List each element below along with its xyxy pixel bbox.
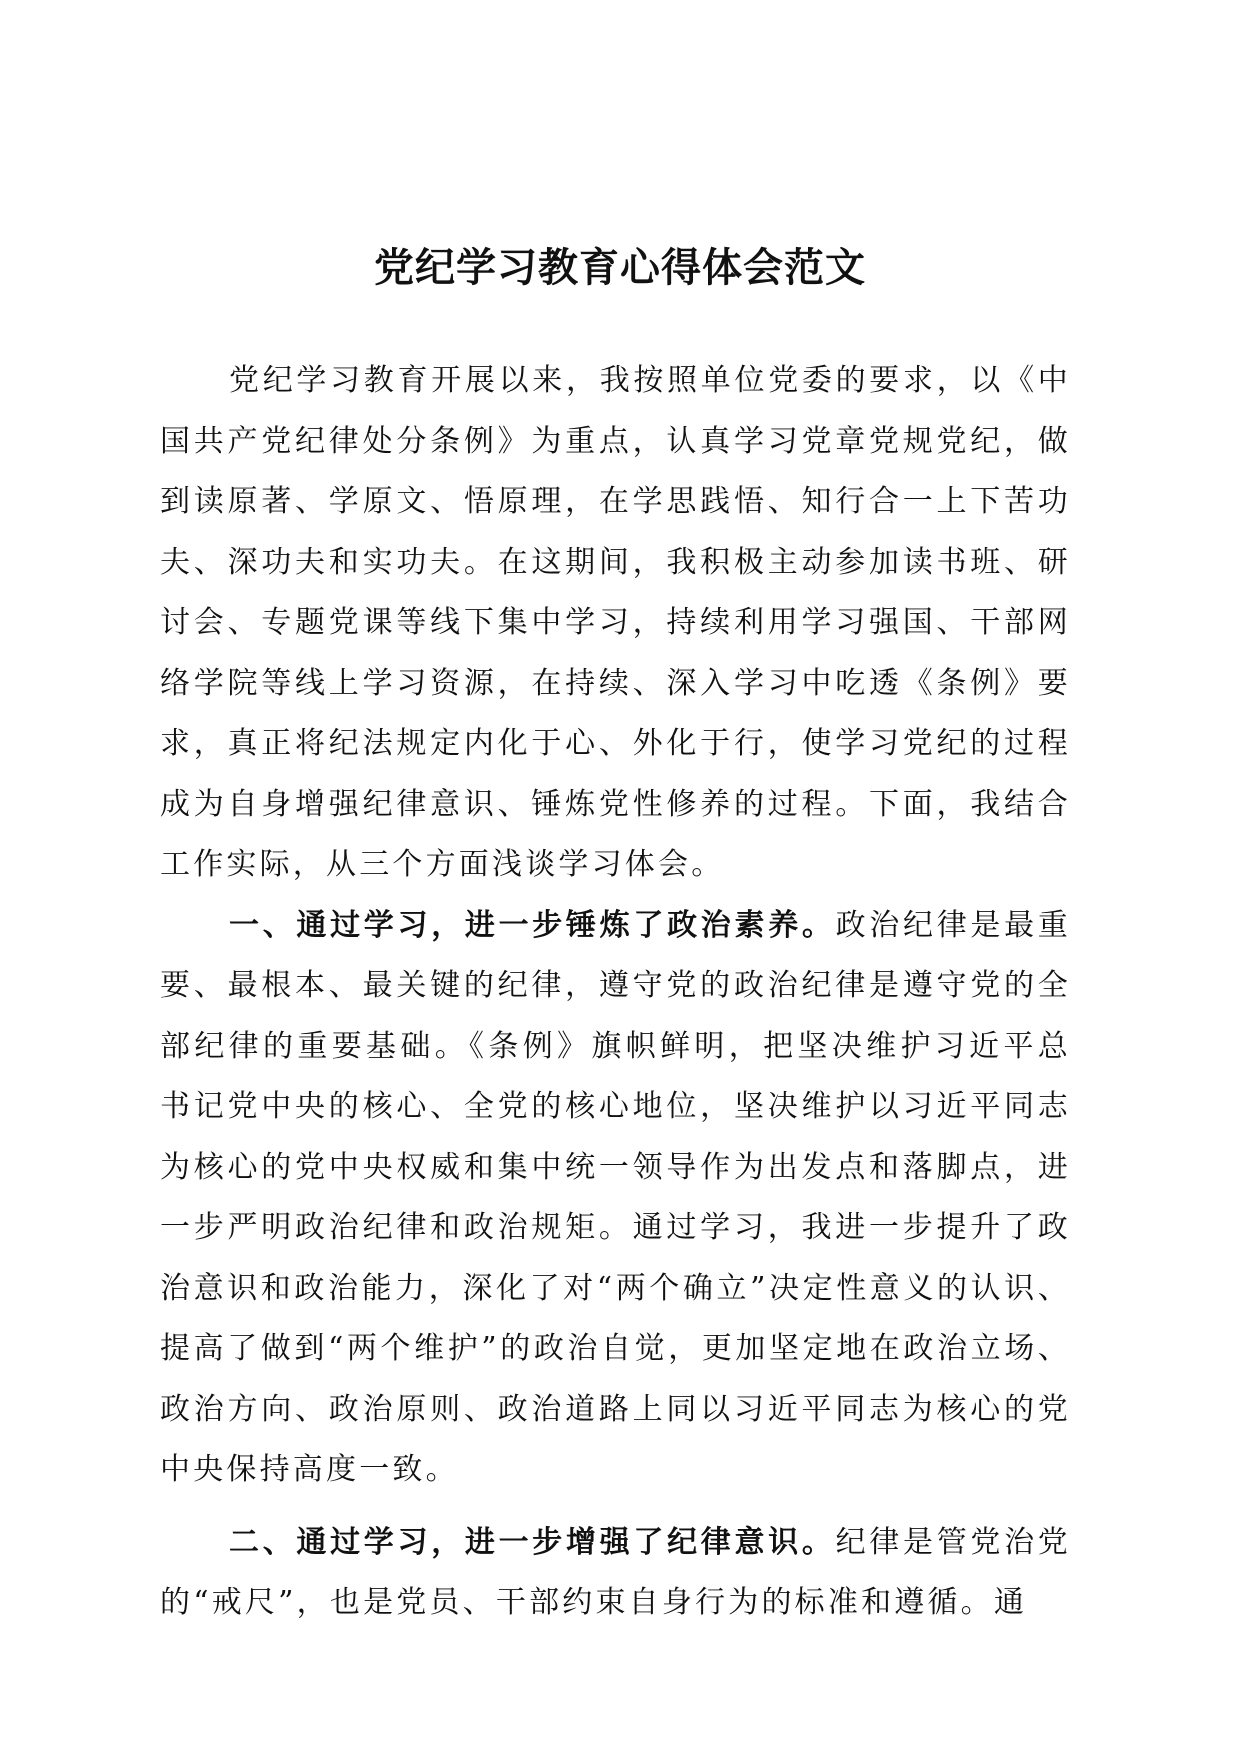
page-title: 党纪学习教育心得体会范文 <box>374 245 866 291</box>
paragraph-text: 党纪学习教育开展以来，我按照单位党委的要求，以《中国共产党纪律处分条例》为重点，认真学习党章党规党纪，做到读原著、学原文、悟原理，在学思践悟、知行合一上下苦功夫、深功夫和实功夫。在这期间，我积极主动参加读书班、研讨会、专题党课等线下集中学习，持续利用学习强国、干部网络学院等线上学习资源，在持续、深入学习中吃透《条例》要求，真正将纪法规定内化于心、外化于行，使学习党纪的过程成为自身增强纪律意识、锤炼党性修养的过程。下面，我结合工作实际，从三个方面浅谈学习体会。 <box>160 363 1071 882</box>
intro-paragraph <box>160 351 1071 896</box>
paragraph-text: 政治纪律是最重要、最根本、最关键的纪律，遵守党的政治纪律是遵守党的全部纪律的重要基础。《条例》旗帜鲜明，把坚决维护习近平总书记党中央的核心、全党的核心地位，坚决维护以习近平同志为核心的党中央权威和集中统一领导作为出发点和落脚点，进一步严明政治纪律和政治规矩。通过学习，我进一步提升了政治意识和政治能力，深化了对“两个确立”决定性意义的认识、提高了做到“两个维护”的政治自觉，更加坚定地在政治立场、政治方向、政治原则、政治道路上同以习近平同志为核心的党中央保持高度一致。 <box>160 907 1071 1487</box>
document-body <box>160 351 1071 1634</box>
section-2-paragraph <box>160 1513 1071 1634</box>
paragraph-text: 纪律是管党治党的“戒尺”，也是党员、干部约束自身行为的标准和遵循。通 <box>160 1524 1071 1620</box>
section-heading: 一、通过学习，进一步锤炼了政治素养。 <box>229 907 836 943</box>
section-1-paragraph <box>160 896 1071 1501</box>
section-heading: 二、通过学习，进一步增强了纪律意识。 <box>229 1524 836 1560</box>
